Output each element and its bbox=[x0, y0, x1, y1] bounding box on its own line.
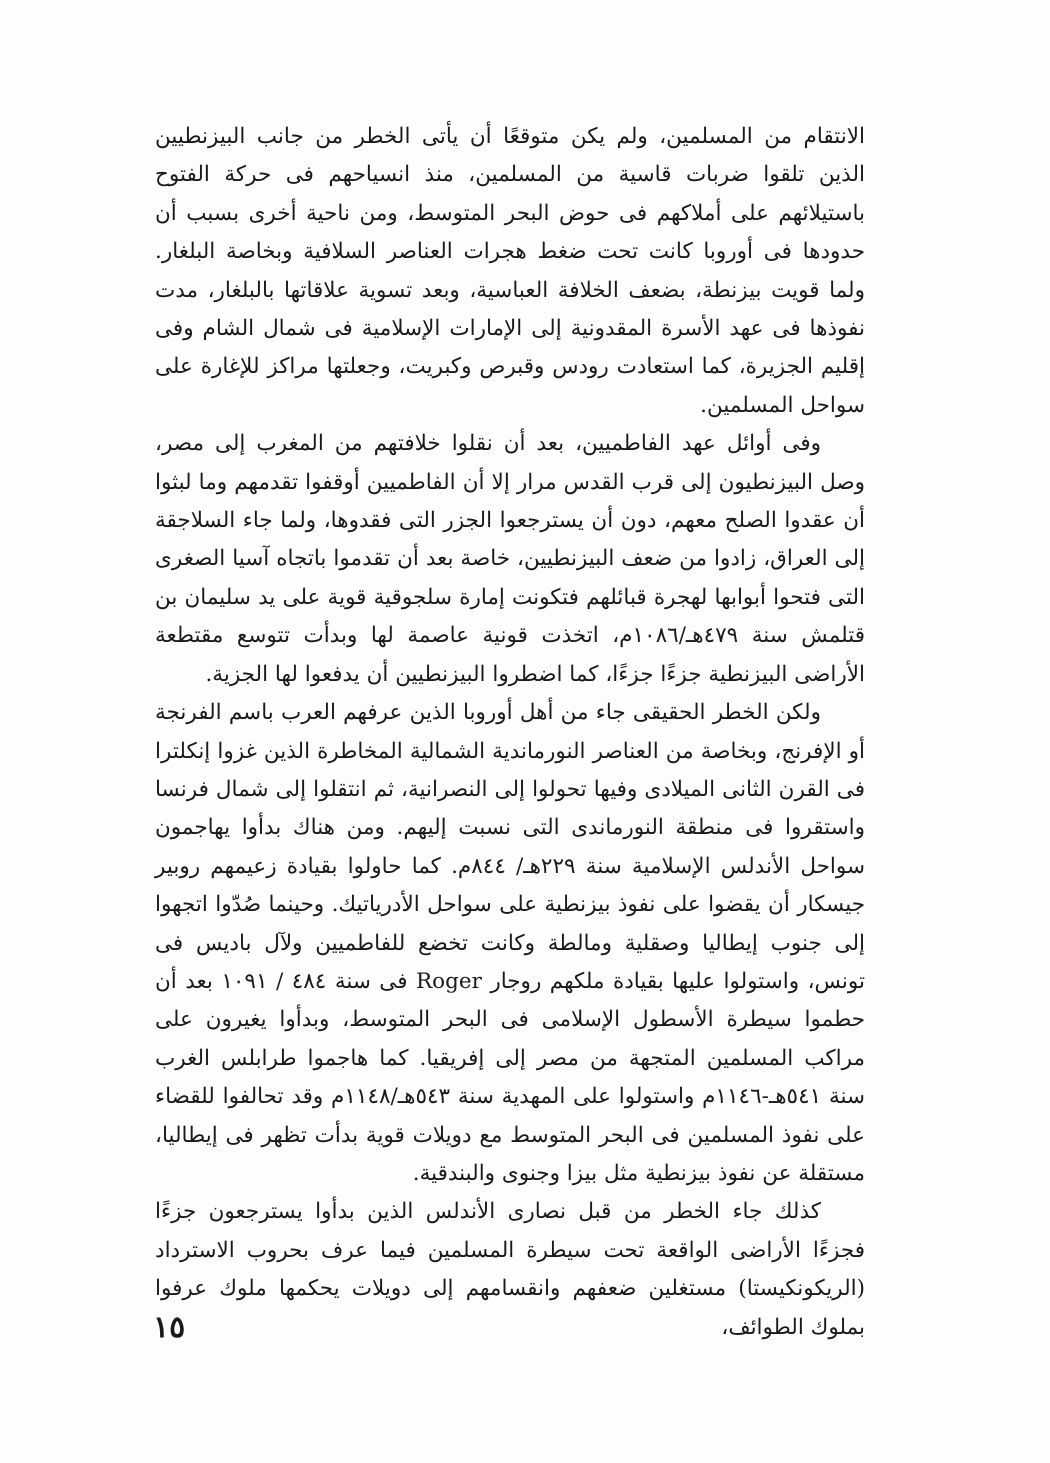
paragraph-1: الانتقام من المسلمين، ولم يكن متوقعًا أن يأتى الخطر من جانب البيزنطيين الذين تلقوا ضربات قاسية من المسلمين، منذ انسياحهم فى حركة الفتوح باستيلائهم على أملاكهم فى حوض البحر المتوسط، ومن ناحية أخرى بسبب أن حدودها فى أوروبا كانت تحت ضغط هجرات العناصر السلافية وبخاصة البلغار. ولما قويت بيزنطة، بضعف الخلافة العباسية، وبعد تسوية علاقاتها بالبلغار، مدت نفوذها فى عهد الأسرة المقدونية إلى الإمارات الإسلامية فى شمال الشام وفى إقليم الجزيرة، كما استعادت رودس وقبرص وكبريت، وجعلتها مراكز للإغارة على سواحل المسلمين. bbox=[155, 124, 865, 418]
paragraph-2: وفى أوائل عهد الفاطميين، بعد أن نقلوا خلافتهم من المغرب إلى مصر، وصل البيزنطيون إلى قرب القدس مرار إلا أن الفاطميين أوقفوا تقدمهم وما لبثوا أن عقدوا الصلح معهم، دون أن يسترجعوا الجزر التى فقدوها، ولما جاء السلاجقة إلى العراق، زادوا من ضعف البيزنطيين، خاصة بعد أن تقدموا باتجاه آسيا الصغرى التى فتحوا أبوابها لهجرة قبائلهم فتكونت إمارة سلجوقية قوية على يد سليمان بن قتلمش سنة ٤٧٩هـ/١٠٨٦م، اتخذت قونية عاصمة لها وبدأت تتوسع مقتطعة الأراضى البيزنطية جزءًا جزءًا، كما اضطروا البيزنطيين أن يدفعوا لها الجزية. bbox=[155, 431, 866, 687]
paragraph-4: كذلك جاء الخطر من قبل نصارى الأندلس الذين بدأوا يسترجعون جزءًا فجزءًا الأراضى الواقعة تحت سيطرة المسلمين فيما عرف بحروب الاسترداد (الريكونكيستا) مستغلين ضعفهم وانقسامهم إلى دويلات يحكمها ملوك عرفوا بملوك الطوائف، bbox=[155, 1199, 865, 1340]
page-number: ١٥ bbox=[153, 1310, 186, 1345]
paragraph-3: ولكن الخطر الحقيقى جاء من أهل أوروبا الذين عرفهم العرب باسم الفرنجة أو الإفرنج، وبخاصة من العناصر النورماندية الشمالية المخاطرة الذين غزوا إنكلترا فى القرن الثانى الميلادى وفيها تحولوا إلى النصرانية، ثم انتقلوا إلى شمال فرنسا واستقروا فى منطقة النورماندى التى نسبت إليهم. ومن هناك بدأوا يهاجمون سواحل الأندلس الإسلامية سنة ٢٢٩هـ/ ٨٤٤م. كما حاولوا بقيادة زعيمهم روبير جيسكار أن يقضوا على نفوذ بيزنطية على سواحل الأدرياتيك. وحينما صُدّوا اتجهوا إلى جنوب إيطاليا وصقلية ومالطة وكانت تخضع للفاطميين ولآل باديس فى تونس، واستولوا عليها بقيادة ملكهم روجار Roger فى سنة ٤٨٤ / ١٠٩١ بعد أن حطموا سيطرة الأسطول الإسلامى فى البحر المتوسط، وبدأوا يغيرون على مراكب المسلمين المتجهة من مصر إلى إفريقيا. كما هاجموا طرابلس الغرب سنة ٥٤١هـ-١١٤٦م واستولوا على المهدية سنة ٥٤٣هـ/١١٤٨م وقد تحالفوا للقضاء على نفوذ المسلمين فى البحر المتوسط مع دويلات قوية بدأت تظهر فى إيطاليا، مستقلة عن نفوذ بيزنطية مثل بيزا وجنوى والبندقية. bbox=[155, 700, 865, 1186]
body-text bbox=[155, 118, 865, 1347]
